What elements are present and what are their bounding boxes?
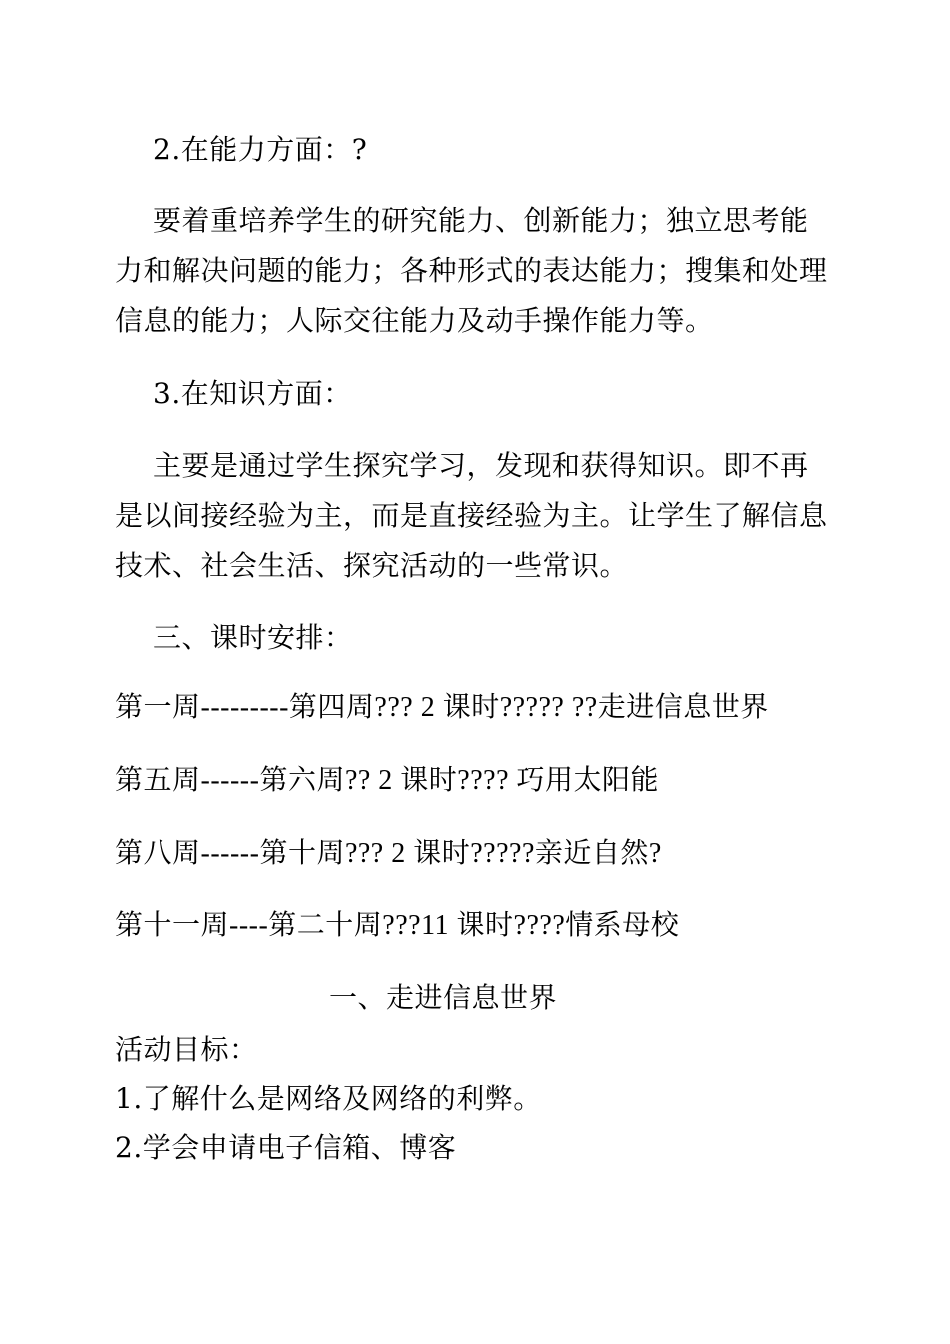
ability-heading: 2.在能力方面：? <box>153 133 368 166</box>
goals-label: 活动目标： <box>115 1033 258 1066</box>
knowledge-heading: 3.在知识方面： <box>153 377 352 410</box>
knowledge-body-line-2: 是以间接经验为主，而是直接经验为主。让学生了解信息 <box>115 499 828 532</box>
knowledge-body-line-3: 技术、社会生活、探究活动的一些常识。 <box>115 549 629 582</box>
ability-body-line-3: 信息的能力；人际交往能力及动手操作能力等。 <box>115 304 714 337</box>
schedule-row-1: 第一周---------第四周??? 2 课时????? ??走进信息世界 <box>115 692 769 723</box>
ability-body-line-1: 要着重培养学生的研究能力、创新能力；独立思考能 <box>153 204 809 237</box>
ability-body-line-2: 力和解决问题的能力；各种形式的表达能力；搜集和处理 <box>115 254 828 287</box>
schedule-heading: 三、课时安排： <box>153 621 353 654</box>
schedule-row-2: 第五周------第六周?? 2 课时???? 巧用太阳能 <box>115 765 660 796</box>
knowledge-body-line-1: 主要是通过学生探究学习，发现和获得知识。即不再 <box>153 449 809 482</box>
goal-item-2: 2.学会申请电子信箱、博客 <box>115 1131 457 1164</box>
goal-item-1: 1.了解什么是网络及网络的利弊。 <box>115 1082 542 1115</box>
schedule-row-4: 第十一周----第二十周???11 课时????情系母校 <box>115 910 680 941</box>
unit-title: 一、走进信息世界 <box>328 981 557 1014</box>
schedule-row-3: 第八周------第十周??? 2 课时?????亲近自然? <box>115 838 662 869</box>
